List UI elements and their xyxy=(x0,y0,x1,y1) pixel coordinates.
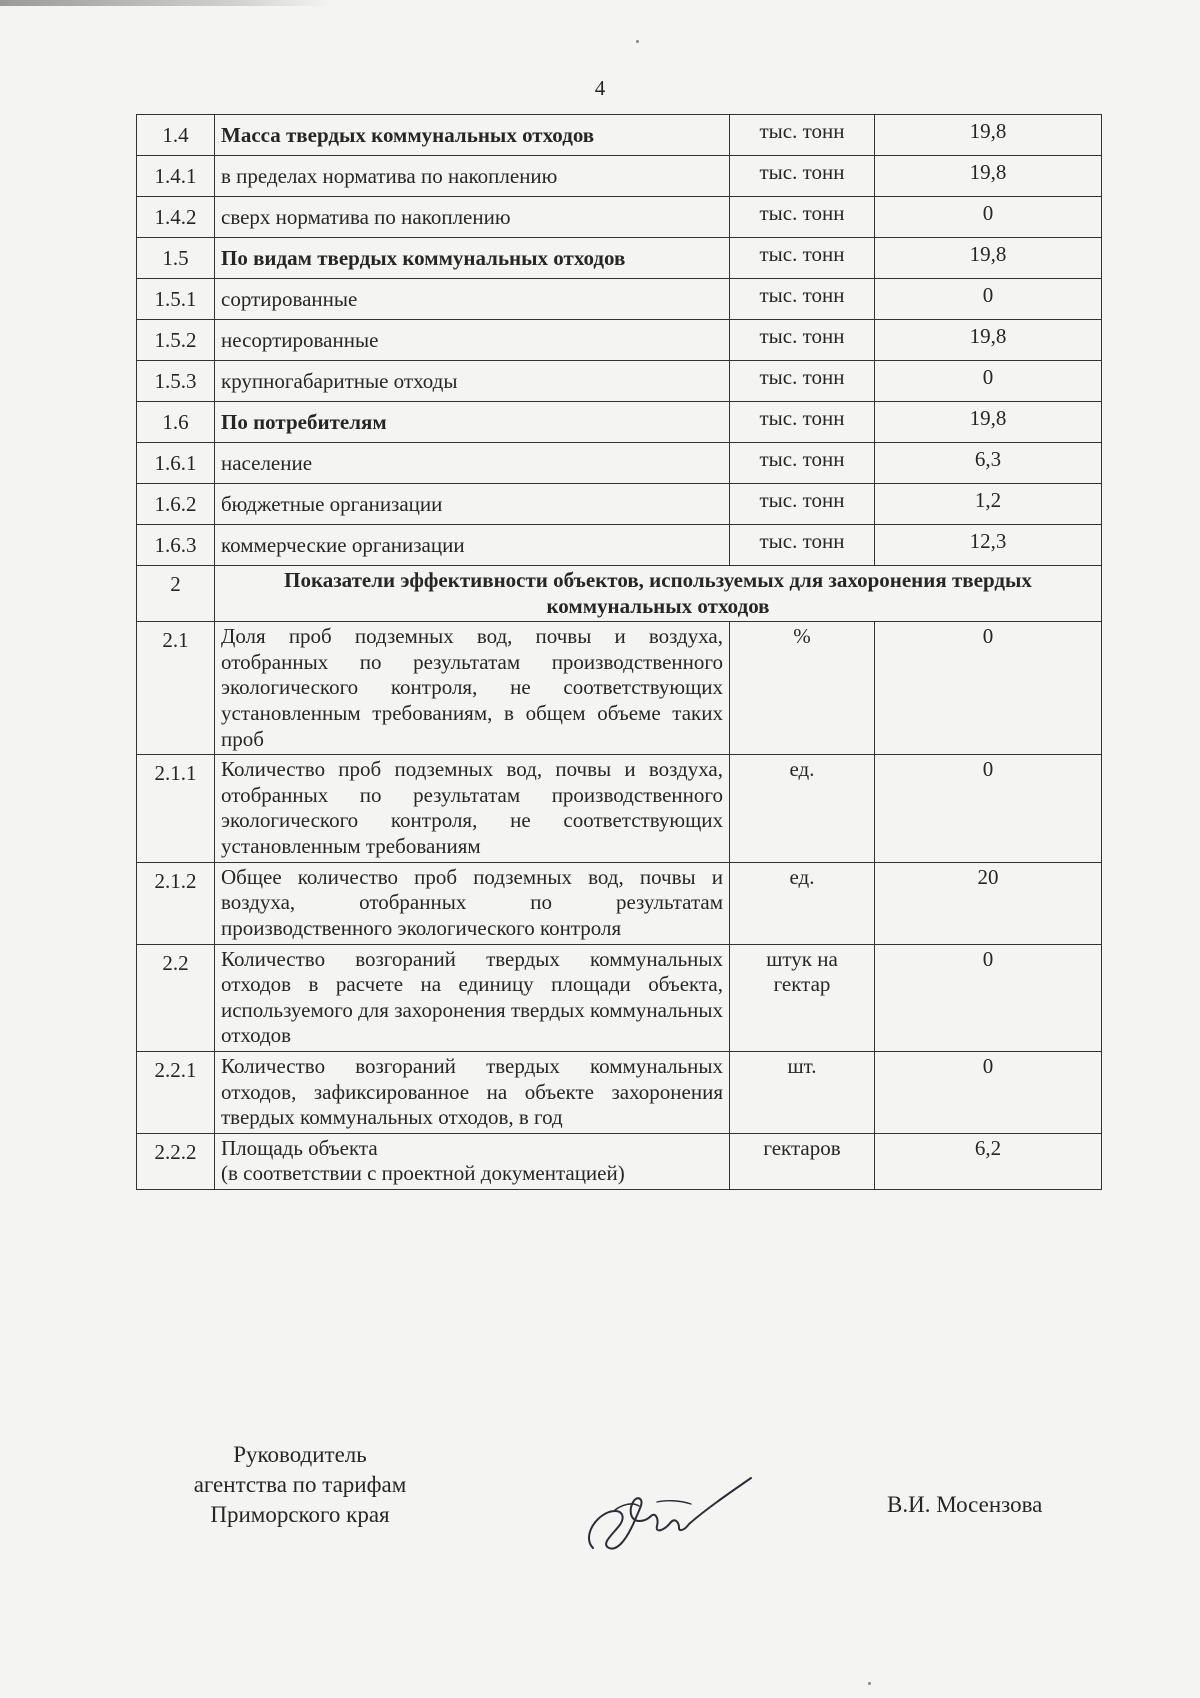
row-name: в пределах норматива по накоплению xyxy=(215,156,730,197)
page-number: 4 xyxy=(594,76,606,100)
row-name: Доля проб подземных вод, почвы и воздуха, отобранных по результатам производственного экологического контроля, не соответствующих установленным требованиям, в общем объеме таких проб xyxy=(215,622,730,755)
row-number: 2.2 xyxy=(137,944,215,1051)
row-unit: шт. xyxy=(730,1051,875,1133)
row-number: 2.2.1 xyxy=(137,1051,215,1133)
handwritten-signature xyxy=(575,1460,755,1560)
row-unit: тыс. тонн xyxy=(730,197,875,238)
table-row xyxy=(137,197,1102,238)
row-number: 1.6.3 xyxy=(137,525,215,566)
row-unit: тыс. тонн xyxy=(730,320,875,361)
row-value: 6,2 xyxy=(875,1133,1102,1189)
table-row xyxy=(137,361,1102,402)
table-row xyxy=(137,755,1102,862)
table-row xyxy=(137,484,1102,525)
table-row xyxy=(137,402,1102,443)
row-unit: штук на гектар xyxy=(730,944,875,1051)
table-row xyxy=(137,944,1102,1051)
signatory-name: В.И. Мосензова xyxy=(887,1492,1043,1517)
table-row xyxy=(137,115,1102,156)
position-line: агентства по тарифам xyxy=(193,1471,407,1497)
row-name xyxy=(215,1133,730,1189)
row-name: По видам твердых коммунальных отходов xyxy=(215,238,730,279)
row-name: бюджетные организации xyxy=(215,484,730,525)
position-line: Приморского края xyxy=(210,1501,390,1527)
section-title: Показатели эффективности объектов, используемых для захоронения твердых коммунальных отходов xyxy=(215,566,1102,622)
row-value: 19,8 xyxy=(875,402,1102,443)
table-row xyxy=(137,622,1102,755)
row-value: 0 xyxy=(875,1051,1102,1133)
row-unit: % xyxy=(730,622,875,755)
row-name: крупногабаритные отходы xyxy=(215,361,730,402)
row-name: Количество возгораний твердых коммунальных отходов, зафиксированное на объекте захоронения твердых коммунальных отходов, в год xyxy=(215,1051,730,1133)
row-name: коммерческие организации xyxy=(215,525,730,566)
scan-edge-shadow xyxy=(0,0,330,6)
table-row xyxy=(137,443,1102,484)
row-value: 6,3 xyxy=(875,443,1102,484)
row-name: сортированные xyxy=(215,279,730,320)
section-2-header-row xyxy=(137,566,1102,622)
table-row xyxy=(137,279,1102,320)
row-name: Масса твердых коммунальных отходов xyxy=(215,115,730,156)
row-number: 1.5.1 xyxy=(137,279,215,320)
row-value: 0 xyxy=(875,622,1102,755)
row-number: 1.5.2 xyxy=(137,320,215,361)
row-value: 0 xyxy=(875,944,1102,1051)
row-unit: тыс. тонн xyxy=(730,484,875,525)
row-unit: тыс. тонн xyxy=(730,361,875,402)
row-unit: тыс. тонн xyxy=(730,402,875,443)
row-unit: тыс. тонн xyxy=(730,238,875,279)
row-unit: тыс. тонн xyxy=(730,525,875,566)
row-value: 19,8 xyxy=(875,320,1102,361)
signatory-position xyxy=(150,1440,450,1530)
row-value: 0 xyxy=(875,755,1102,862)
table-row xyxy=(137,525,1102,566)
row-name: Количество возгораний твердых коммунальных отходов в расчете на единицу площади объекта, используемого для захоронения твердых коммунальных отходов xyxy=(215,944,730,1051)
row-number: 2.2.2 xyxy=(137,1133,215,1189)
row-name: Общее количество проб подземных вод, почвы и воздуха, отобранных по результатам производственного экологического контроля xyxy=(215,862,730,944)
row-name: население xyxy=(215,443,730,484)
table-row xyxy=(137,320,1102,361)
row-value: 20 xyxy=(875,862,1102,944)
row-value: 1,2 xyxy=(875,484,1102,525)
row-name-line: Площадь объекта xyxy=(221,1135,378,1160)
row-name: несортированные xyxy=(215,320,730,361)
row-unit: ед. xyxy=(730,755,875,862)
row-name: Количество проб подземных вод, почвы и воздуха, отобранных по результатам производственного экологического контроля, не соответствующих установленным требованиям xyxy=(215,755,730,862)
row-unit: тыс. тонн xyxy=(730,156,875,197)
row-number: 1.4.2 xyxy=(137,197,215,238)
row-name: По потребителям xyxy=(215,402,730,443)
table-row xyxy=(137,238,1102,279)
row-name: сверх норматива по накоплению xyxy=(215,197,730,238)
scan-speck xyxy=(636,40,639,43)
row-number: 2.1.1 xyxy=(137,755,215,862)
row-unit: гектаров xyxy=(730,1133,875,1189)
row-value: 0 xyxy=(875,361,1102,402)
position-line: Руководитель xyxy=(233,1442,367,1467)
row-unit: тыс. тонн xyxy=(730,443,875,484)
row-number: 1.5.3 xyxy=(137,361,215,402)
row-unit: ед. xyxy=(730,862,875,944)
row-number: 2.1 xyxy=(137,622,215,755)
scan-speck xyxy=(868,1682,871,1685)
row-value: 19,8 xyxy=(875,156,1102,197)
row-unit: тыс. тонн xyxy=(730,279,875,320)
indicators-table xyxy=(136,114,1102,1190)
row-number: 1.6.1 xyxy=(137,443,215,484)
row-number: 2.1.2 xyxy=(137,862,215,944)
table-row xyxy=(137,1051,1102,1133)
row-number: 1.4.1 xyxy=(137,156,215,197)
table-row xyxy=(137,1133,1102,1189)
table-row xyxy=(137,862,1102,944)
row-name-line: (в соответствии с проектной документацией) xyxy=(221,1161,625,1186)
row-value: 12,3 xyxy=(875,525,1102,566)
row-number: 1.5 xyxy=(137,238,215,279)
row-number: 2 xyxy=(137,566,215,622)
row-number: 1.4 xyxy=(137,115,215,156)
row-value: 0 xyxy=(875,279,1102,320)
row-value: 19,8 xyxy=(875,238,1102,279)
row-value: 19,8 xyxy=(875,115,1102,156)
row-number: 1.6 xyxy=(137,402,215,443)
row-number: 1.6.2 xyxy=(137,484,215,525)
row-unit: тыс. тонн xyxy=(730,115,875,156)
row-value: 0 xyxy=(875,197,1102,238)
table-row xyxy=(137,156,1102,197)
